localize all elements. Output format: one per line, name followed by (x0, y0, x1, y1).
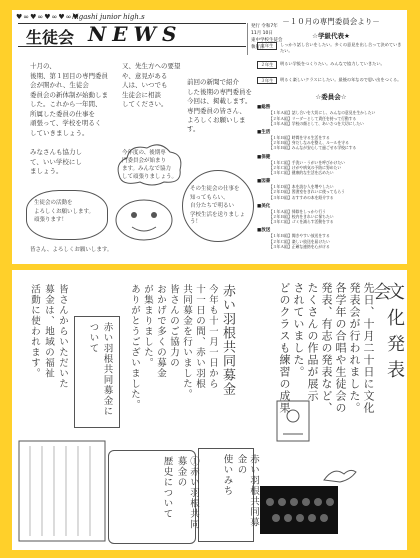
text-line: 皆さんのご協力の (168, 284, 179, 368)
lined-box-sketch-icon (18, 440, 106, 542)
member-line: 【２年Ｃ組】楽しい放送を届けたい (269, 238, 330, 244)
text-line: 皆さん、よろしくお願いします。 (30, 247, 113, 253)
title-news: NEWS (88, 22, 183, 46)
member-category: ■放送 (257, 228, 271, 234)
rep-row (257, 77, 405, 85)
text-line: ます。みんなで協力 (122, 166, 172, 172)
member-line: 【１年Ｃ組】手洗い・うがいを呼びかけたい (269, 159, 345, 165)
far-left-article (18, 284, 68, 424)
text-line: 生徒会の活動を (34, 200, 73, 206)
title-kanji: 生徒会 (26, 28, 75, 47)
issue-line: 発行 令和7年 (251, 24, 278, 29)
text-line: 先日、十月二十日に文化 (362, 282, 375, 414)
text-line: て、いい学校にし (30, 157, 82, 166)
member-line: 【３年Ｂ組】みんなが安心して過ごせる学校にする (269, 145, 357, 151)
member-line: 【１年Ａ組】話し合いを大切にし、みんなの意見を生かしたい (269, 110, 376, 116)
issue-line: 執行部 (251, 45, 265, 50)
cloud-text (122, 150, 180, 182)
member-group (257, 104, 405, 126)
member-category: ■保健 (257, 154, 271, 160)
issue-line: 11月 10日 (251, 31, 273, 36)
akabane-article (120, 284, 218, 434)
about-box-line: 赤い羽根共同募金に (101, 322, 113, 417)
intro-paragraph (30, 62, 112, 138)
history-box-line: 歴史について (161, 456, 173, 519)
doodle-sketch-icon (112, 195, 177, 245)
member-group (257, 154, 405, 176)
member-line: 【２年Ｄ組】図書室をきれいに使ってもらう (269, 189, 345, 195)
text-line: たくさんの作品が展示 (306, 282, 319, 402)
text-line: よろしくお願いします。 (187, 116, 246, 133)
text-line: した後期の専門委員を (187, 87, 252, 96)
text-line: ましょう。 (30, 167, 63, 175)
text-line: 十月の、 (30, 62, 56, 70)
text-line: 十一日の間、赤い羽根 (194, 284, 205, 389)
text-line: 頑張ります！ (34, 217, 68, 223)
text-line: 会が開かれ、生徒会 (30, 81, 89, 89)
member-group (257, 129, 405, 151)
text-line: していきましょう。 (30, 128, 89, 137)
text-line: 今回は、掲載します。 (187, 97, 252, 105)
rep-row (257, 42, 405, 53)
text-line: 活動に使われます。 (29, 284, 40, 379)
member-line: 【３年Ａ組】正確な連絡を心がける (269, 243, 330, 249)
text-line: 前回の新聞で紹介 (187, 78, 239, 86)
text-line: が集まりました。 (142, 284, 153, 368)
member-line: 【１年Ｄ組】本を読む人を増やしたい (269, 184, 334, 190)
member-line: 【１年Ｂ組】聞きやすい放送をする (269, 233, 330, 239)
masthead (18, 23, 246, 47)
text-line: 専門委員の皆さん、 (187, 106, 246, 115)
member-category: ■美化 (257, 203, 271, 209)
text-line: 共同募金を行いました。 (181, 284, 192, 400)
member-category: ■生活 (257, 129, 271, 135)
rep-row (257, 61, 405, 69)
member-line: 【２年Ａ組】リーダーとして責任を持って行動する (269, 115, 357, 121)
text-line: した。これから一年間、 (30, 100, 102, 108)
uses-box-line: 使いみち (221, 454, 233, 496)
text-line: おかげで多くの募金 (155, 284, 166, 379)
rep-category: ２年生 (257, 61, 277, 69)
text-line: 知ってもらい、 (190, 194, 229, 201)
akabane-title: 赤い羽根共同募金 (220, 284, 235, 396)
circle-text (190, 186, 248, 228)
school-tag: higashi junior high.s (72, 13, 145, 21)
member-group (257, 178, 405, 200)
rep-text: 明るい学級をつくりたい。みんなで協力していきたい。 (280, 61, 385, 67)
chalkboard-sketch-icon (274, 398, 314, 448)
issue-line: 東中学校生徒会 (251, 38, 283, 43)
text-line: 各学年の合唱や生徒会の (334, 282, 347, 414)
member-line: 【２年Ｂ組】校内をきれいに保ちたい (269, 214, 334, 220)
text-line: 今年も十一月一日から (207, 284, 218, 389)
member-line: 【１年Ｂ組】時間を守る生活をする (269, 134, 330, 140)
newsletter-top-page (12, 10, 407, 264)
text-line: 学校生活を送りましょう！ (190, 211, 246, 225)
rep-category: １年生 (257, 42, 277, 50)
newsletter-bottom-page (12, 270, 407, 550)
member-group (257, 203, 405, 225)
member-line: 【３年Ｃ組】健康的な生活を広めたい (269, 170, 334, 175)
committee-panel (257, 12, 405, 262)
member-category: ■総務 (257, 105, 271, 111)
text-line: 今年度の、後期専 (122, 150, 166, 156)
text-line: 人は、いつでも (122, 81, 168, 89)
cooperate-paragraph (30, 148, 100, 177)
bunka-title: 文化発表会 (370, 282, 405, 386)
text-line: 門委員会が始まり (122, 158, 167, 164)
center-note (187, 78, 253, 134)
member-line: 【３年Ｄ組】おすすめの本を紹介する (269, 194, 334, 200)
member-line: 【３年Ｃ組】ゴミを減らす活動をする (269, 219, 334, 225)
member-line: 【３年Ａ組】学校の顔として、あいさつを大切にしたい (269, 120, 364, 126)
about-box-line: ついて (87, 322, 99, 354)
text-line: どのクラスも練習の成果 (278, 282, 291, 414)
rep-text: しっかり話し合いをしたい。多くの意見を出し合って決めていきたい。 (280, 42, 402, 53)
uses-box-line: 赤い羽根共同募金の (235, 454, 259, 528)
text-line: して頑張りましょう。 (122, 174, 178, 180)
text-line: 所属した委員の仕事を (30, 109, 95, 118)
text-line: 発表、有志の発表など、 (320, 282, 333, 414)
text-line: 委員会の新体制が始動しま (30, 90, 108, 99)
text-line: されていました。 (292, 282, 305, 378)
text-line: 募金は、地域の福祉 (43, 284, 54, 379)
text-line: よろしくお願いします。 (34, 208, 95, 215)
text-line: みなさんも協力し (30, 148, 82, 156)
text-line: 後期、第１回目の専門委員 (30, 71, 108, 80)
photo-people-icon (260, 486, 338, 534)
text-line: や、意見がある (122, 71, 168, 80)
text-line: その生徒会の仕事を (190, 186, 240, 192)
text-line: 発表会が行われました。 (348, 282, 361, 414)
text-line: ありがとうございました。 (129, 284, 140, 410)
rep-category: ３年生 (257, 77, 277, 85)
text-line: 自分たちで明るい (190, 203, 234, 209)
rep-text: 明るく楽しいクラスにしたい。最後の年なので思い出をつくる。 (280, 76, 402, 82)
bottom-note (30, 246, 180, 256)
text-line: 又、先生方への要望 (122, 62, 181, 70)
member-line: 【２年Ｂ組】身だしなみを整え、ルールを守る (269, 140, 349, 146)
committee-title: －１０月の専門委員会より－ (282, 17, 380, 26)
member-line: 【１年Ａ組】掃除をしっかり行う (269, 208, 326, 214)
member-group (257, 227, 405, 249)
heart-border: ♥∞♥∞♥∞♥∞♥ (16, 13, 80, 21)
history-box-line: ①赤い羽根共同募金の (175, 456, 199, 530)
text-line: 頑張って、学校を明るく (30, 119, 102, 127)
text-line: 皆さんからいただいた (57, 284, 68, 389)
text-line: してください。 (122, 100, 168, 108)
rep-heading: ☆学級代表★ (312, 32, 350, 40)
text-line: 生徒会に相談 (122, 90, 161, 99)
member-line: 【２年Ｃ組】けがや病気の予防に努めたい (269, 164, 342, 170)
member-heading: ☆委員会☆ (315, 93, 347, 102)
member-category: ■図書 (257, 179, 271, 185)
request-paragraph (122, 62, 184, 110)
bubble-text (34, 200, 102, 226)
